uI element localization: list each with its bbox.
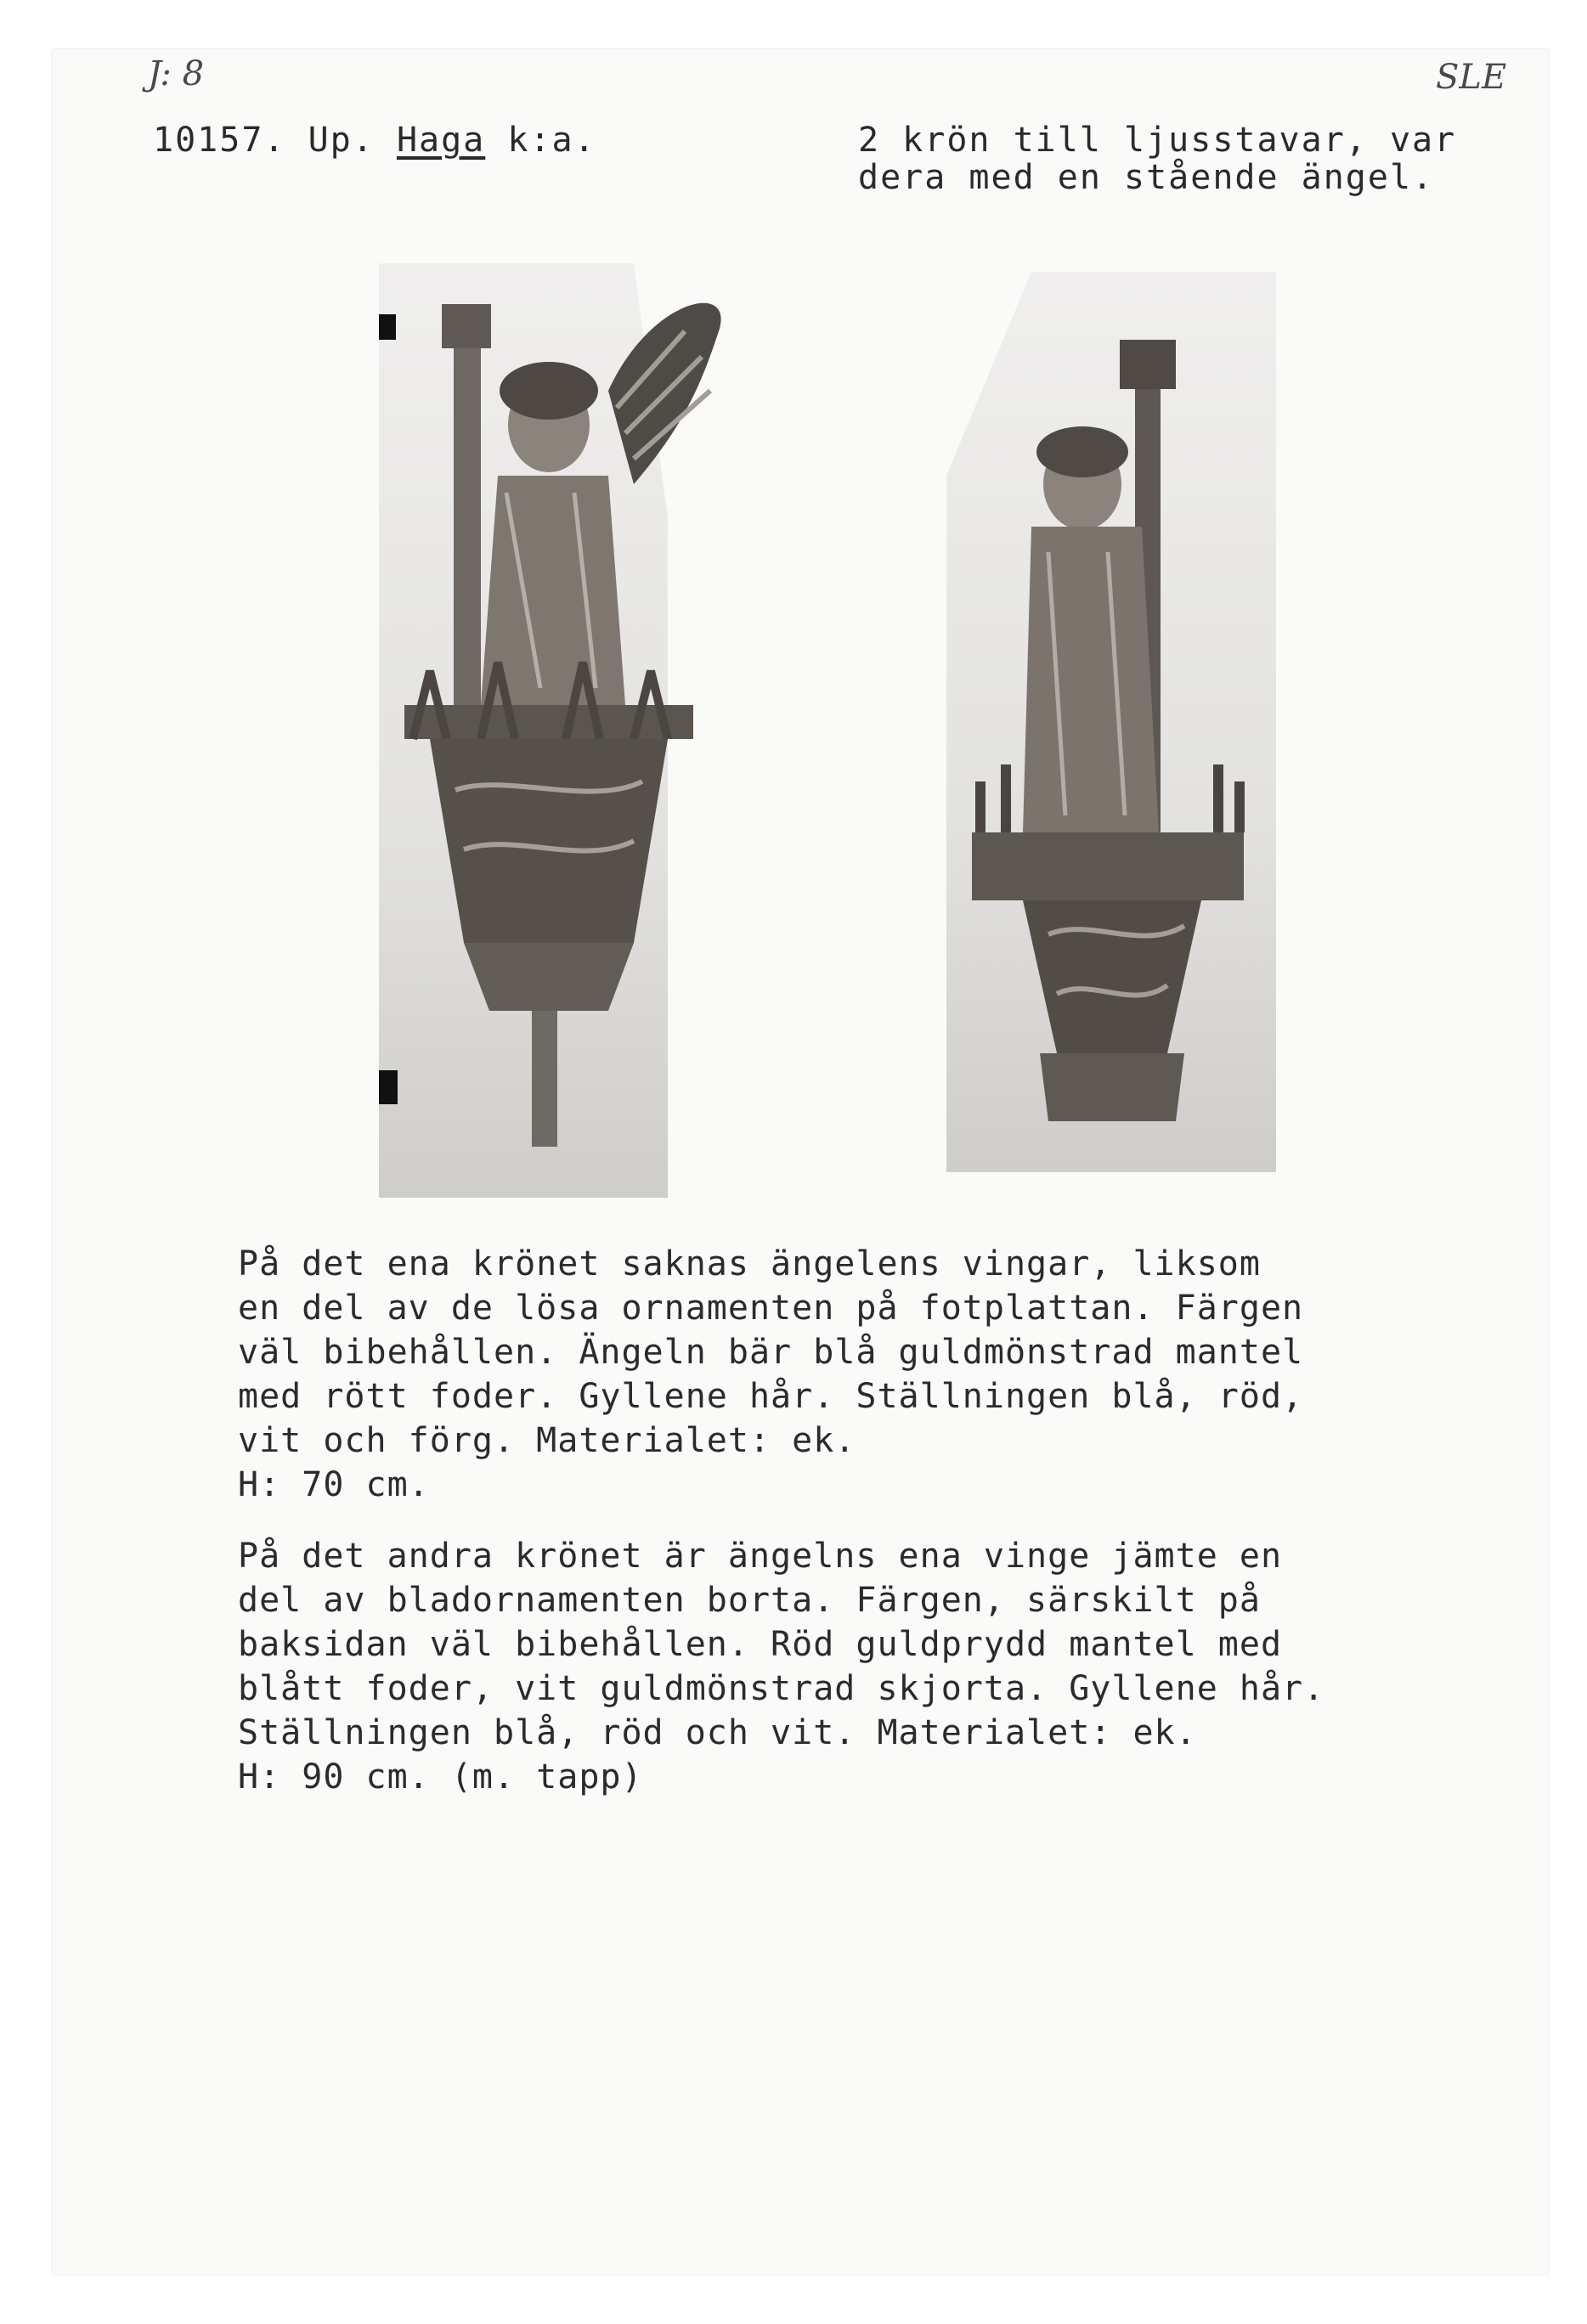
- paragraph-2: [238, 1534, 1324, 1799]
- catalog-card: [53, 49, 1548, 2275]
- photo-angel-with-wing: [379, 263, 732, 1198]
- paragraph-2-line: På det andra krönet är ängelns ena vinge jämte en: [238, 1537, 1283, 1576]
- paragraph-1-line: H: 70 cm.: [238, 1465, 430, 1504]
- header-description-line-1: 2 krön till ljusstavar, var: [858, 121, 1457, 160]
- paragraph-1-line: På det ena krönet saknas ängelens vingar, liksom: [238, 1244, 1261, 1283]
- paragraph-2-line: del av bladornamenten borta. Färgen, särskilt på: [238, 1581, 1261, 1620]
- church-abbreviation: k:a.: [507, 121, 596, 160]
- header-left: [153, 121, 596, 160]
- handwritten-note-top-left: J: 8: [148, 54, 205, 93]
- paragraph-1-line: en del av de lösa ornamenten på fotplattan. Färgen: [238, 1289, 1304, 1328]
- catalog-number: 10157.: [153, 121, 286, 160]
- paragraph-2-line: H: 90 cm. (m. tapp): [238, 1757, 643, 1797]
- photo-angel-without-wing: [946, 272, 1276, 1172]
- header-description-line-2: dera med en stående ängel.: [858, 158, 1435, 197]
- paragraph-1-line: väl bibehållen. Ängeln bär blå guldmönstrad mantel: [238, 1333, 1304, 1372]
- paragraph-2-line: Ställningen blå, röd och vit. Materialet: ek.: [238, 1713, 1197, 1752]
- place-name: Haga: [396, 121, 486, 160]
- paragraph-1: [238, 1242, 1303, 1507]
- parish-abbreviation: Up.: [308, 121, 375, 160]
- paragraph-1-line: vit och förg. Materialet: ek.: [238, 1421, 856, 1460]
- paragraph-2-line: baksidan väl bibehållen. Röd guldprydd mantel med: [238, 1625, 1283, 1664]
- paragraph-2-line: blått foder, vit guldmönstrad skjorta. Gyllene hår.: [238, 1669, 1325, 1708]
- paragraph-1-line: med rött foder. Gyllene hår. Ställningen blå, röd,: [238, 1377, 1304, 1416]
- handwritten-note-top-right: SLE: [1436, 58, 1507, 97]
